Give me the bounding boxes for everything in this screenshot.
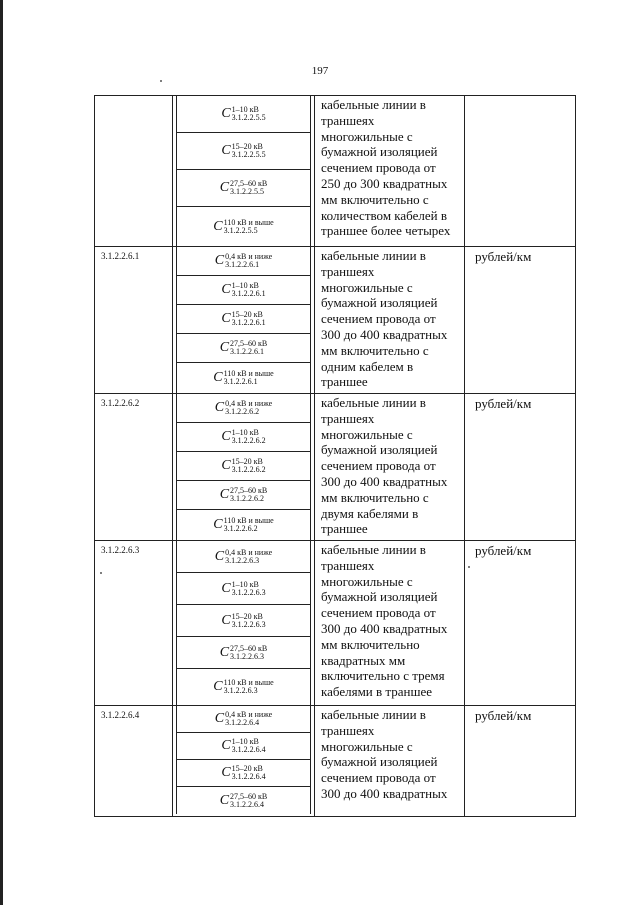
rate-formula <box>176 394 311 423</box>
rate-formula <box>176 573 311 605</box>
voltage-superscript: 27,5–60 кВ <box>230 486 268 495</box>
voltage-superscript: 15–20 кВ <box>231 764 263 773</box>
unit-cell: рублей/км <box>475 249 532 264</box>
rate-formula <box>176 423 311 452</box>
rate-symbol: C <box>214 548 225 564</box>
rate-indices <box>232 311 266 327</box>
voltage-superscript: 110 кВ и выше <box>223 516 274 525</box>
description-line: многожильные с <box>321 279 413 295</box>
rate-indices <box>232 143 266 159</box>
code-subscript: 3.1.2.2.6.2 <box>231 436 266 445</box>
voltage-superscript: 110 кВ и выше <box>223 678 274 687</box>
voltage-superscript: 1–10 кВ <box>231 105 259 114</box>
description-line: квадратных мм <box>321 652 406 668</box>
rate-formula <box>176 605 311 637</box>
description-line: траншее более четырех <box>321 223 451 239</box>
voltage-superscript: 15–20 кВ <box>231 310 263 319</box>
rate-formula <box>176 170 311 207</box>
rate-formula <box>176 541 311 573</box>
description-cell <box>315 706 465 816</box>
row-code: 3.1.2.2.6.1 <box>95 247 173 393</box>
rate-formula <box>176 305 311 334</box>
description-cell <box>315 394 465 540</box>
rate-symbol: C <box>213 517 223 532</box>
description-line: кабелями в траншее <box>321 684 433 700</box>
description-line: сечением провода от <box>321 458 436 474</box>
description-line: траншеях <box>321 557 375 573</box>
table-row <box>95 705 575 816</box>
description-line: бумажной изоляцией <box>321 144 438 160</box>
code-subscript: 3.1.2.2.6.1 <box>225 260 260 269</box>
rate-indices <box>224 679 274 695</box>
description-line: мм включительно с <box>321 342 429 358</box>
rate-formula <box>176 481 311 510</box>
description-line: 300 до 400 квадратных <box>321 326 448 342</box>
description-line: траншеях <box>321 410 375 426</box>
code-subscript: 3.1.2.2.6.4 <box>225 718 260 727</box>
description-line: многожильные с <box>321 738 413 754</box>
description-line: траншеях <box>321 112 375 128</box>
description-line: траншее <box>321 374 368 390</box>
code-subscript: 3.1.2.2.6.3 <box>223 686 258 695</box>
formula-cell <box>173 96 315 246</box>
voltage-superscript: 15–20 кВ <box>231 142 263 151</box>
description-line: траншеях <box>321 263 375 279</box>
rate-symbol: C <box>221 458 231 473</box>
description-line: мм включительно с <box>321 489 429 505</box>
description-line: сечением провода от <box>321 311 436 327</box>
voltage-superscript: 27,5–60 кВ <box>230 179 268 188</box>
voltage-superscript: 15–20 кВ <box>231 457 263 466</box>
rate-formula <box>176 276 311 305</box>
code-subscript: 3.1.2.2.6.3 <box>230 651 265 661</box>
rate-symbol: C <box>213 370 223 385</box>
row-code: 3.1.2.2.6.2 <box>95 394 173 540</box>
rate-symbol: C <box>221 429 231 444</box>
code-subscript: 3.1.2.2.6.2 <box>223 524 258 533</box>
rate-formula <box>176 733 311 760</box>
rate-indices <box>225 400 272 416</box>
formula-cell <box>173 394 315 540</box>
description-line: сечением провода от <box>321 605 436 621</box>
rate-symbol: C <box>214 711 225 726</box>
rate-symbol: C <box>213 679 223 694</box>
voltage-superscript: 110 кВ и выше <box>223 369 274 378</box>
voltage-superscript: 15–20 кВ <box>231 611 263 621</box>
code-subscript: 3.1.2.2.6.4 <box>231 772 266 781</box>
voltage-superscript: 27,5–60 кВ <box>230 339 268 348</box>
page-edge <box>0 0 3 905</box>
code-subscript: 3.1.2.2.6.1 <box>223 377 258 386</box>
rate-symbol: C <box>221 143 231 158</box>
rate-indices <box>230 645 267 661</box>
description-line: траншее <box>321 521 368 537</box>
rate-indices <box>232 106 266 122</box>
code-subscript: 3.1.2.2.6.4 <box>231 745 266 754</box>
description-line: кабельные линии в <box>321 542 426 557</box>
row-code: 3.1.2.2.6.3 <box>95 541 173 705</box>
row-code: 3.1.2.2.6.4 <box>95 706 173 816</box>
rate-symbol: C <box>214 400 225 415</box>
formula-cell <box>173 247 315 393</box>
description-line: многожильные с <box>321 573 413 589</box>
rate-formula <box>176 787 311 814</box>
rate-indices <box>224 517 274 533</box>
voltage-superscript: 0,4 кВ и ниже <box>225 252 273 261</box>
unit-cell: рублей/км <box>475 396 532 411</box>
rate-symbol: C <box>219 792 230 808</box>
code-subscript: 3.1.2.2.6.2 <box>231 465 266 474</box>
voltage-superscript: 1–10 кВ <box>231 428 259 437</box>
voltage-superscript: 0,4 кВ и ниже <box>225 710 273 719</box>
rate-symbol: C <box>221 580 231 596</box>
code-subscript: 3.1.2.2.5.5 <box>231 113 266 122</box>
code-subscript: 3.1.2.2.6.2 <box>230 494 265 503</box>
rate-symbol: C <box>219 340 230 355</box>
rate-formula <box>176 207 311 246</box>
description-cell <box>315 96 465 246</box>
rate-formula <box>176 452 311 481</box>
description-line: 300 до 400 квадратных <box>321 620 448 636</box>
description-line: многожильные с <box>321 128 413 144</box>
description-line: кабельные линии в <box>321 248 426 263</box>
rate-indices <box>225 711 272 727</box>
code-subscript: 3.1.2.2.6.1 <box>231 318 266 327</box>
description-line: 300 до 400 квадратных <box>321 473 448 489</box>
tariff-table <box>94 95 576 817</box>
rate-formula <box>176 706 311 733</box>
code-subscript: 3.1.2.2.5.5 <box>223 225 258 235</box>
voltage-superscript: 27,5–60 кВ <box>230 643 268 653</box>
rate-indices <box>232 613 266 629</box>
rate-indices <box>230 180 267 196</box>
description-line: кабельные линии в <box>321 707 426 722</box>
voltage-superscript: 1–10 кВ <box>231 281 259 290</box>
rate-symbol: C <box>221 765 231 780</box>
voltage-superscript: 1–10 кВ <box>231 579 259 589</box>
voltage-superscript: 110 кВ и выше <box>223 217 274 227</box>
rate-indices <box>232 738 266 754</box>
rate-formula <box>176 334 311 363</box>
rate-formula <box>176 133 311 170</box>
rate-formula <box>176 669 311 705</box>
code-subscript: 3.1.2.2.6.2 <box>225 407 260 416</box>
description-line: мм включительно с <box>321 191 429 207</box>
rate-symbol: C <box>214 253 225 268</box>
rate-formula <box>176 760 311 787</box>
rate-indices <box>224 370 274 386</box>
rate-indices <box>232 429 266 445</box>
description-line: бумажной изоляцией <box>321 442 438 458</box>
rate-indices <box>225 253 272 269</box>
rate-formula <box>176 637 311 669</box>
description-line: 300 до 400 квадратных <box>321 785 448 801</box>
rate-symbol: C <box>221 738 231 753</box>
rate-symbol: C <box>219 180 230 195</box>
rate-symbol: C <box>221 282 231 297</box>
voltage-superscript: 1–10 кВ <box>231 737 259 746</box>
rate-indices <box>230 793 267 809</box>
description-line: сечением провода от <box>321 160 436 176</box>
code-subscript: 3.1.2.2.6.3 <box>225 555 260 565</box>
rate-symbol: C <box>221 106 231 121</box>
table-row <box>95 246 575 393</box>
description-line: двумя кабелями в <box>321 505 419 521</box>
code-subscript: 3.1.2.2.6.3 <box>231 587 266 597</box>
rate-indices <box>232 765 266 781</box>
rate-symbol: C <box>219 644 230 660</box>
rate-formula <box>176 510 311 540</box>
description-line: бумажной изоляцией <box>321 754 438 770</box>
description-line: кабельные линии в <box>321 395 426 410</box>
rate-formula <box>176 247 311 276</box>
description-line: бумажной изоляцией <box>321 589 438 605</box>
code-subscript: 3.1.2.2.6.4 <box>230 799 265 809</box>
rate-symbol: C <box>219 487 230 502</box>
code-subscript: 3.1.2.2.6.1 <box>230 347 265 356</box>
code-subscript: 3.1.2.2.5.5 <box>230 187 265 196</box>
description-line: сечением провода от <box>321 770 436 786</box>
description-line: траншеях <box>321 722 375 738</box>
unit-cell <box>465 96 575 246</box>
description-line: 250 до 300 квадратных <box>321 175 448 191</box>
rate-indices <box>224 219 274 235</box>
description-line: кабельные линии в <box>321 97 426 112</box>
rate-symbol: C <box>221 311 231 326</box>
voltage-superscript: 0,4 кВ и ниже <box>225 547 273 557</box>
voltage-superscript: 27,5–60 кВ <box>230 791 268 801</box>
table-row <box>95 96 575 246</box>
rate-formula <box>176 363 311 393</box>
table-row <box>95 540 575 705</box>
code-subscript: 3.1.2.2.6.3 <box>231 619 266 629</box>
row-code <box>95 96 173 246</box>
description-line: количеством кабелей в <box>321 207 447 223</box>
rate-indices <box>225 549 272 565</box>
rate-indices <box>232 282 266 298</box>
rate-indices <box>232 458 266 474</box>
description-cell <box>315 247 465 393</box>
rate-indices <box>232 581 266 597</box>
rate-formula <box>176 96 311 133</box>
code-subscript: 3.1.2.2.5.5 <box>231 150 266 159</box>
description-cell <box>315 541 465 705</box>
formula-cell <box>173 541 315 705</box>
description-line: бумажной изоляцией <box>321 295 438 311</box>
formula-cell <box>173 706 315 816</box>
description-line: многожильные с <box>321 426 413 442</box>
description-line: одним кабелем в <box>321 358 414 374</box>
unit-cell: рублей/км <box>475 543 532 558</box>
voltage-superscript: 0,4 кВ и ниже <box>225 399 273 408</box>
scan-speck <box>160 80 162 82</box>
code-subscript: 3.1.2.2.6.1 <box>231 289 266 298</box>
table-row <box>95 393 575 540</box>
description-line: мм включительно <box>321 636 420 652</box>
rate-indices <box>230 340 267 356</box>
rate-indices <box>230 487 267 503</box>
description-line: включительно с тремя <box>321 668 445 684</box>
rate-symbol: C <box>221 612 231 628</box>
page-number: 197 <box>311 65 329 77</box>
rate-symbol: C <box>213 218 223 234</box>
unit-cell: рублей/км <box>475 708 532 723</box>
